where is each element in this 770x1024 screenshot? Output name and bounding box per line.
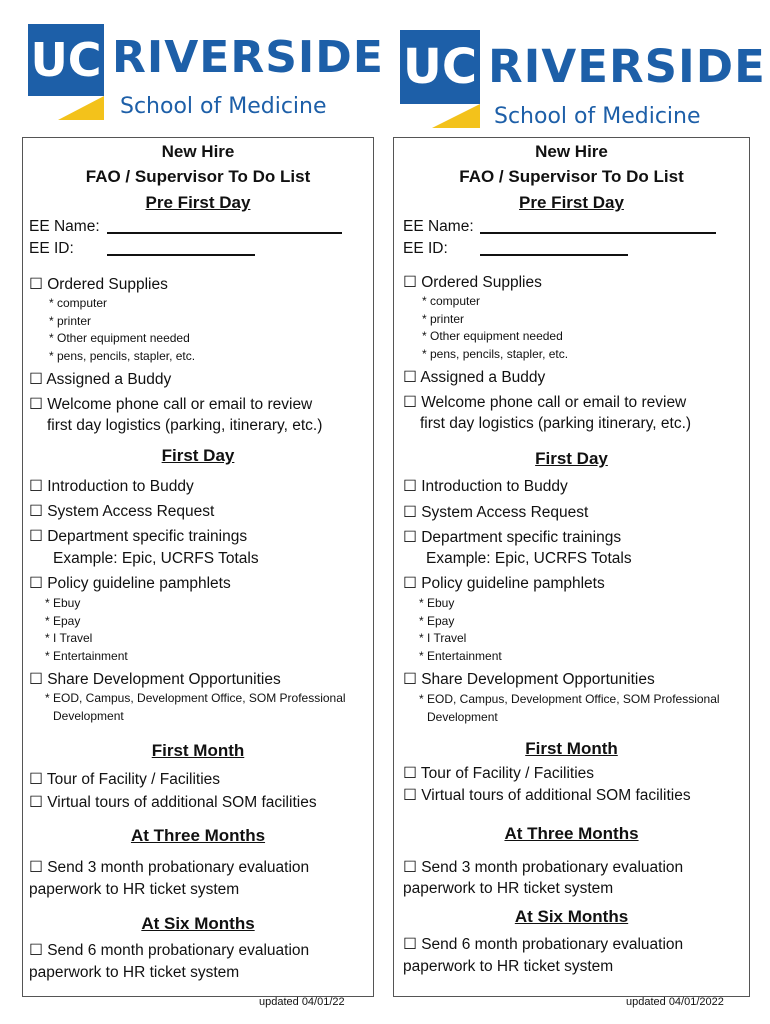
policy-item: * I Travel	[419, 631, 467, 645]
riverside-wordmark: RIVERSIDE	[488, 40, 766, 93]
ee-name-line[interactable]	[107, 218, 342, 239]
checkbox-system-access[interactable]: ☐ System Access Request	[403, 504, 589, 521]
supply-item: * printer	[49, 313, 92, 328]
ee-name-line[interactable]	[480, 218, 716, 239]
six-month-detail: paperwork to HR ticket system	[403, 958, 614, 975]
ucr-logo-left	[28, 24, 384, 124]
ee-id-label: EE ID:	[29, 240, 74, 257]
header-list-title: FAO / Supervisor To Do List	[459, 167, 684, 186]
share-detail: * EOD, Campus, Development Office, SOM Professional	[45, 691, 346, 705]
supply-item: * Other equipment needed	[49, 331, 190, 345]
checkbox-virtual-tours[interactable]: ☐ Virtual tours of additional SOM facilities	[403, 787, 691, 804]
school-of-medicine: School of Medicine	[120, 94, 327, 119]
supply-item: * computer	[422, 294, 481, 308]
supply-item: * pens, pencils, stapler, etc.	[49, 348, 196, 363]
welcome-call-detail: first day logistics (parking, itinerary, etc.)	[47, 417, 323, 434]
ee-name-label: EE Name:	[29, 218, 100, 235]
section-three-months: At Three Months	[130, 826, 266, 845]
section-first-day: First Day	[161, 446, 235, 465]
three-month-detail: paperwork to HR ticket system	[403, 880, 614, 897]
gold-wedge	[432, 104, 480, 128]
policy-item: * Epay	[419, 613, 455, 628]
checkbox-welcome-call[interactable]: ☐ Welcome phone call or email to review	[29, 396, 313, 413]
checkbox-6-month-eval[interactable]: ☐ Send 6 month probationary evaluation	[29, 942, 310, 959]
trainings-example: Example: Epic, UCRFS Totals	[53, 550, 259, 567]
section-first-month: First Month	[151, 741, 245, 760]
ucr-logo-right	[400, 30, 766, 130]
policy-item: * Ebuy	[419, 596, 455, 610]
supply-item: * computer	[49, 296, 108, 310]
header-list-title: FAO / Supervisor To Do List	[85, 167, 311, 186]
checkbox-3-month-eval[interactable]: ☐ Send 3 month probationary evaluation	[403, 859, 684, 876]
section-first-day: First Day	[535, 449, 608, 468]
section-pre-first-day: Pre First Day	[145, 193, 251, 212]
gold-wedge	[58, 96, 104, 120]
supply-item: * pens, pencils, stapler, etc.	[422, 346, 569, 361]
updated-date: updated 04/01/2022	[626, 996, 724, 1008]
trainings-example: Example: Epic, UCRFS Totals	[426, 550, 632, 567]
policy-item: * Ebuy	[45, 596, 81, 610]
checkbox-intro-buddy[interactable]: ☐ Introduction to Buddy	[403, 478, 568, 495]
checkbox-tour-facility[interactable]: ☐ Tour of Facility / Facilities	[29, 771, 221, 788]
checkbox-3-month-eval[interactable]: ☐ Send 3 month probationary evaluation	[29, 859, 310, 876]
checkbox-assigned-buddy[interactable]: ☐ Assigned a Buddy	[29, 371, 172, 388]
school-of-medicine: School of Medicine	[494, 104, 701, 129]
checkbox-tour-facility[interactable]: ☐ Tour of Facility / Facilities	[403, 765, 595, 782]
checkbox-ordered-supplies[interactable]: ☐ Ordered Supplies	[29, 276, 168, 293]
todo-list-right	[393, 137, 750, 1008]
updated-date: updated 04/01/22	[259, 996, 345, 1008]
checkbox-assigned-buddy[interactable]: ☐ Assigned a Buddy	[403, 369, 546, 386]
header-new-hire: New Hire	[161, 142, 235, 161]
checkbox-intro-buddy[interactable]: ☐ Introduction to Buddy	[29, 478, 194, 495]
checkbox-policy-pamphlets[interactable]: ☐ Policy guideline pamphlets	[29, 575, 231, 592]
checkbox-welcome-call[interactable]: ☐ Welcome phone call or email to review	[403, 394, 687, 411]
ee-id-line[interactable]	[107, 240, 255, 261]
policy-item: * I Travel	[45, 631, 93, 645]
section-six-months: At Six Months	[141, 914, 255, 933]
policy-item: * Epay	[45, 613, 81, 628]
checkbox-ordered-supplies[interactable]: ☐ Ordered Supplies	[403, 274, 542, 291]
uc-mark: UC	[400, 30, 480, 104]
checkbox-virtual-tours[interactable]: ☐ Virtual tours of additional SOM facilities	[29, 794, 317, 811]
section-pre-first-day: Pre First Day	[519, 193, 624, 212]
policy-item: * Entertainment	[45, 648, 128, 663]
ee-id-label: EE ID:	[403, 240, 448, 257]
ee-id-line[interactable]	[480, 240, 628, 261]
checkbox-policy-pamphlets[interactable]: ☐ Policy guideline pamphlets	[403, 575, 605, 592]
uc-mark: UC	[28, 24, 104, 96]
supply-item: * Other equipment needed	[422, 329, 563, 343]
section-six-months: At Six Months	[514, 907, 629, 926]
riverside-wordmark: RIVERSIDE	[112, 32, 384, 83]
ee-name-label: EE Name:	[403, 218, 474, 235]
supply-item: * printer	[422, 311, 465, 326]
checkbox-dept-trainings[interactable]: ☐ Department specific trainings	[403, 529, 622, 546]
policy-item: * Entertainment	[419, 648, 502, 663]
checkbox-system-access[interactable]: ☐ System Access Request	[29, 503, 215, 520]
checkbox-share-development[interactable]: ☐ Share Development Opportunities	[403, 671, 655, 688]
checkbox-6-month-eval[interactable]: ☐ Send 6 month probationary evaluation	[403, 936, 684, 953]
checkbox-dept-trainings[interactable]: ☐ Department specific trainings	[29, 528, 248, 545]
share-detail: Development	[427, 709, 498, 724]
section-three-months: At Three Months	[504, 824, 639, 843]
header-new-hire: New Hire	[535, 142, 608, 161]
share-detail: Development	[53, 708, 124, 723]
checkbox-share-development[interactable]: ☐ Share Development Opportunities	[29, 671, 281, 688]
share-detail: * EOD, Campus, Development Office, SOM Professional	[419, 692, 720, 706]
todo-list-left	[22, 137, 374, 1008]
welcome-call-detail: first day logistics (parking itinerary, etc.)	[420, 415, 692, 432]
section-first-month: First Month	[525, 739, 618, 758]
three-month-detail: paperwork to HR ticket system	[29, 881, 240, 898]
six-month-detail: paperwork to HR ticket system	[29, 964, 240, 981]
